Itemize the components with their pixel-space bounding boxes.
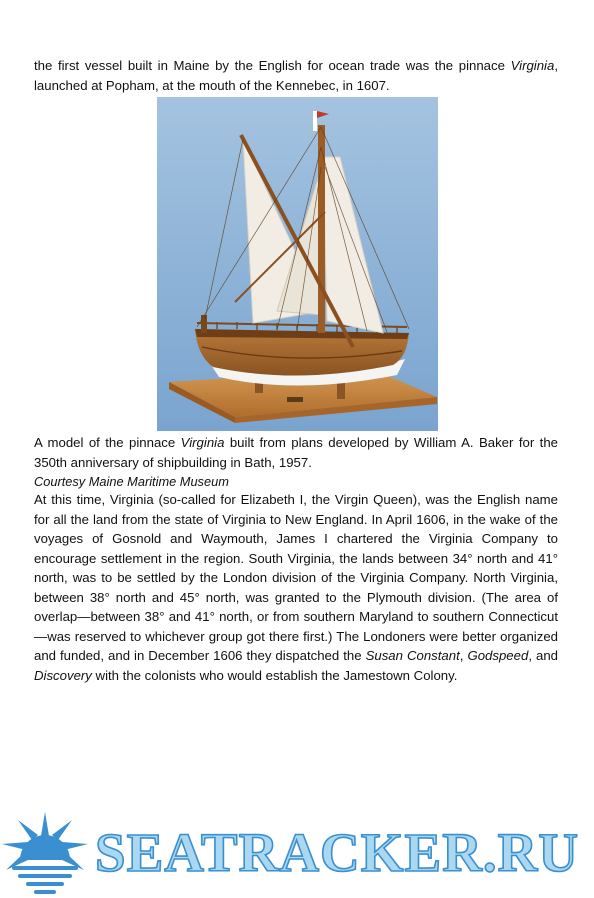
ship-model-photo <box>157 97 438 431</box>
ship-name-discovery: Discovery <box>34 667 92 683</box>
sun-icon <box>0 810 90 896</box>
watermark-text: SEATRACKER.RU <box>95 822 580 883</box>
body-paragraph <box>34 490 558 685</box>
base-plaque <box>287 397 303 402</box>
body-sep-1: , <box>459 648 468 663</box>
photo-credit: Courtesy Maine Maritime Museum <box>34 474 229 489</box>
body-sep-2: , and <box>528 648 558 663</box>
caption-text-after: built from plans developed by William A. Baker for the 350th anniversary of shipbuilding in Bath, 1957. <box>34 435 558 470</box>
paragraph-intro <box>34 56 558 95</box>
body-text-1: At this time, Virginia (so-called for Elizabeth I, the Virgin Queen), was the English name for all the land from the state of Virginia to New England. In April 1606, in the wake of the voyages of Gosnold and Waymouth, James I chartered the Virginia Company to encourage settlement in the region. South Virginia, the lands between 34° north and 41° north, was to be settled by the London division of the Virginia Company. North Virginia, between 38° north and 45° north, was granted to the Plymouth division. (The area of overlap—between 38° and 41° north, or from southern Maryland to southern Connecticut—was reserved to whichever group got there first.) The Londoners were better organized and funded, and in December 1606 they dispatched the <box>34 492 558 663</box>
site-watermark <box>0 808 594 898</box>
pinnace-model-image <box>157 97 438 431</box>
intro-text-after: , launched at Popham, at the mouth of the Kennebec, in 1607. <box>34 58 558 93</box>
photo-caption <box>34 433 558 472</box>
caption-text-before: A model of the pinnace <box>34 435 181 450</box>
caption-ship-name: Virginia <box>180 435 225 450</box>
ship-name-virginia: Virginia <box>510 58 555 73</box>
body-text-2: with the colonists who would establish the Jamestown Colony. <box>91 667 458 683</box>
ship-name-susan-constant: Susan Constant <box>365 648 460 663</box>
intro-text-before: the first vessel built in Maine by the English for ocean trade was the pinnace <box>34 58 511 73</box>
ship-name-godspeed: Godspeed <box>467 648 529 663</box>
